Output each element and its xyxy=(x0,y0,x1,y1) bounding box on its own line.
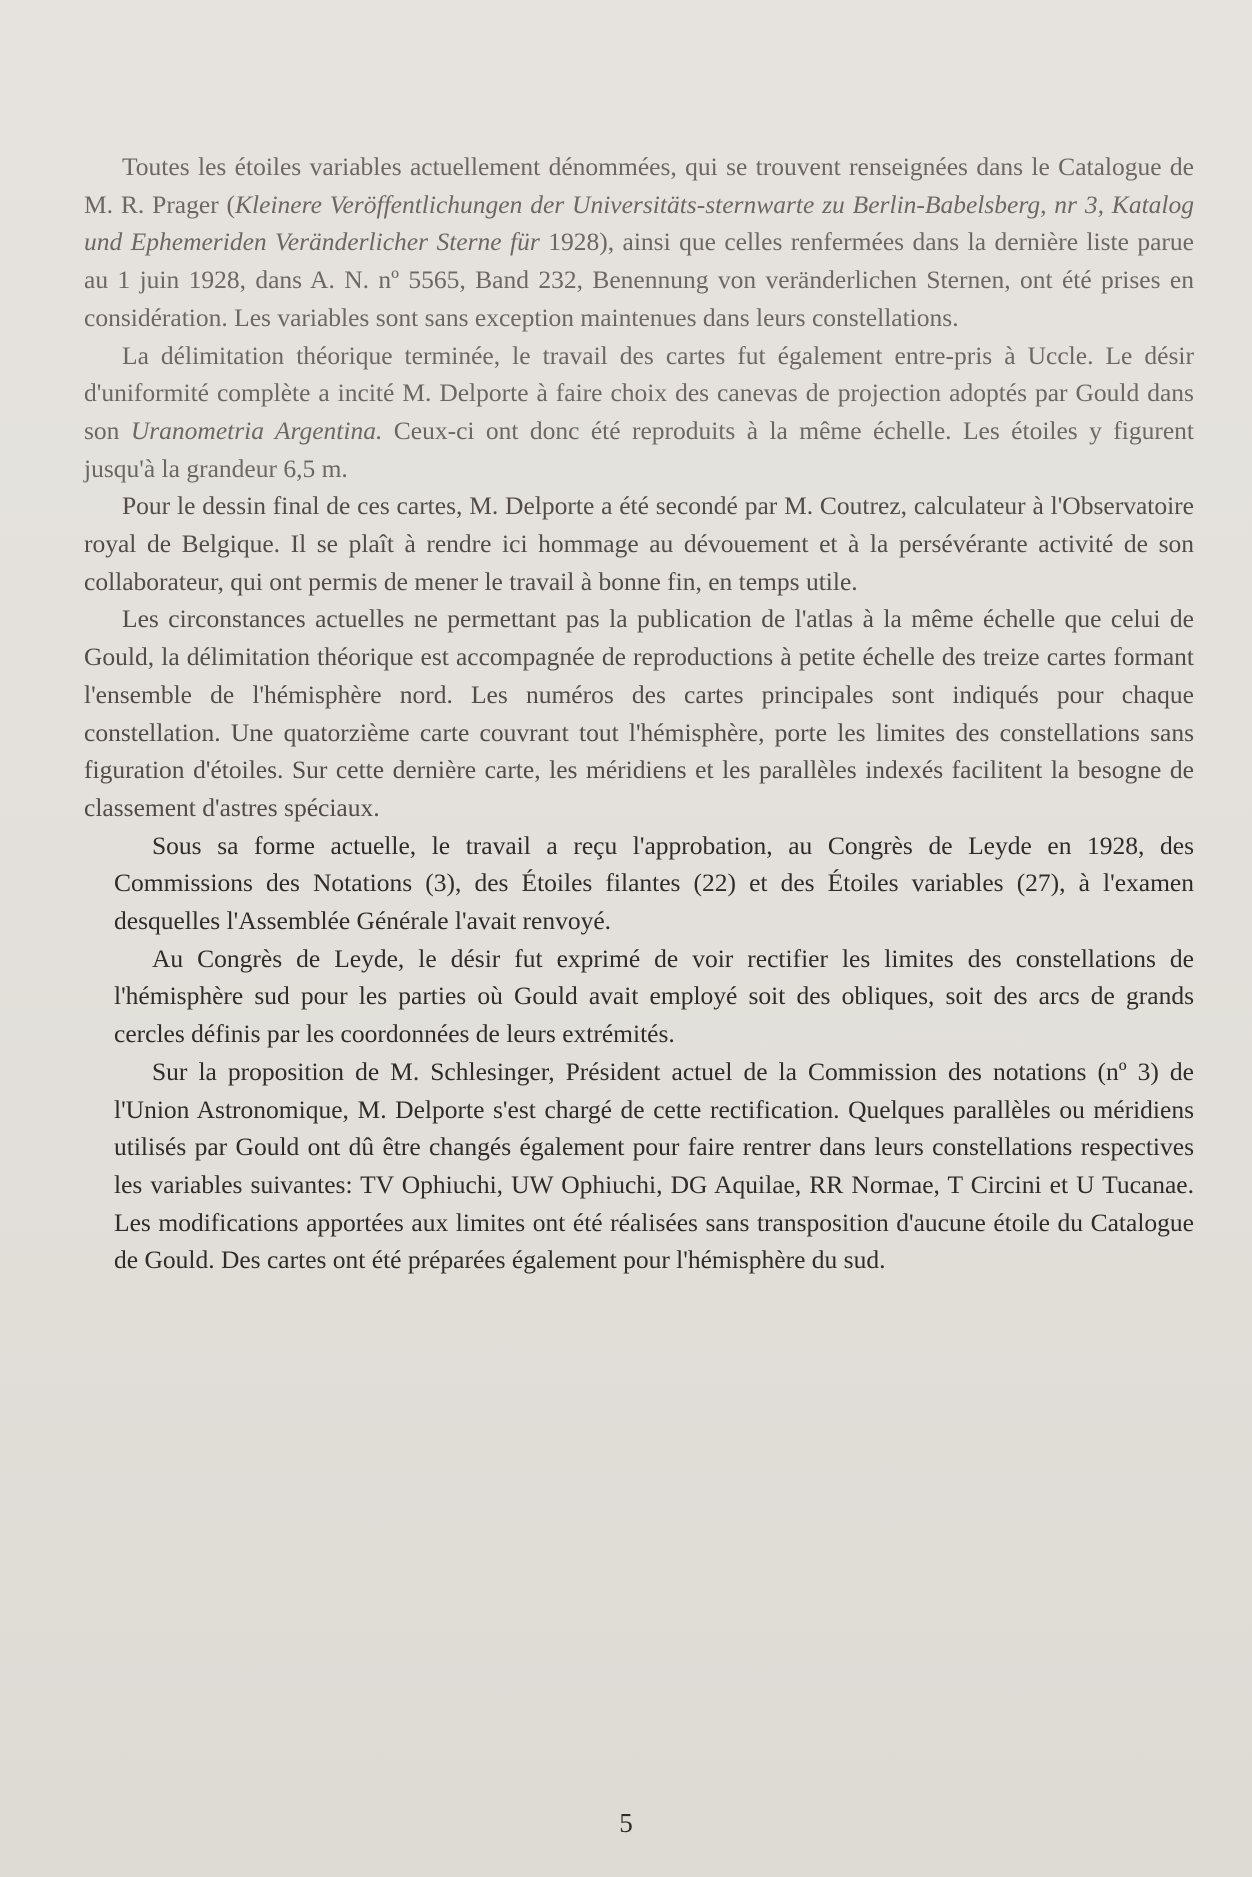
paragraph-rectification: Sur la proposition de M. Schlesinger, Président actuel de la Commission des notations (nº 3) de l'Union Astronomique, M. Delporte s'est chargé de cette rectification. Quelques parallèles ou méridiens utilisés par Gould ont dû être changés également pour faire rentrer dans leurs constellations respectives les variables suivantes: TV Ophiuchi, UW Ophiuchi, DG Aquilae, RR Normae, T Circini et U Tucanae. Les modifications apportées aux limites ont été réalisées sans transposition d'aucune étoile du Catalogue de Gould. Des cartes ont été préparées également pour l'hémisphère du sud. xyxy=(114,1056,1194,1275)
paragraph-text: 1928), ainsi que celles renfermées dans la dernière liste parue au 1 juin 1928, dans A. N. nº 5565, Band 232, Benennung von veränderlichen Sternen, ont été prises en considération. Les variables sont sans exception maintenues dans leurs constellations. xyxy=(84,227,1194,332)
paragraph-text: Ceux-ci ont donc été reproduits à la même échelle. Les étoiles y figurent jusqu'à la grandeur 6,5 m. xyxy=(84,415,1194,483)
publication-title: Kleinere Veröffentlichungen der Universitäts-sternwarte zu Berlin-Babelsberg, nr 3, Katalog und Ephemeriden Veränderlicher Sterne für xyxy=(84,189,1194,257)
paragraph-text: La délimitation théorique terminée, le travail des cartes fut également entre-pris à Uccle. Le désir d'uniformité complète a incité M. Delporte à faire choix des canevas de projection adoptés par Gould dans son xyxy=(84,340,1194,445)
paragraph-catalogue-sources xyxy=(84,148,1194,337)
paragraph-map-work xyxy=(84,337,1194,488)
paragraph-reproductions: Les circonstances actuelles ne permettant pas la publication de l'atlas à la même échelle que celui de Gould, la délimitation théorique est accompagnée de reproductions à petite échelle des treize cartes formant l'ensemble de l'hémisphère nord. Les numéros des cartes principales sont indiqués pour chaque constellation. Une quatorzième carte couvrant tout l'hémisphère, porte les limites des constellations sans figuration d'étoiles. Sur cette dernière carte, les méridiens et les parallèles indexés facilitent la besogne de classement d'astres spéciaux. xyxy=(84,604,1194,822)
paragraph-leyde-congress: Au Congrès de Leyde, le désir fut exprimé de voir rectifier les limites des constellations de l'hémisphère sud pour les parties où Gould avait employé soit des obliques, soit des arcs de grands cercles définis par les coordonnées de leurs extrémités. xyxy=(114,943,1194,1049)
paragraph-text: Toutes les étoiles variables actuellement dénommées, qui se trouvent renseignées dans le Catalogue de M. R. Prager ( xyxy=(84,152,1194,219)
body-text xyxy=(84,148,1194,1279)
paragraph-approval: Sous sa forme actuelle, le travail a reçu l'approbation, au Congrès de Leyde en 1928, des Commissions des Notations (3), des Étoiles filantes (22) et des Étoiles variables (27), à l'examen desquelles l'Assemblée Générale l'avait renvoyé. xyxy=(114,830,1194,936)
page-number: 5 xyxy=(619,1808,633,1838)
publication-title: Uranometria Argentina. xyxy=(130,415,383,445)
paragraph-acknowledgement: Pour le dessin final de ces cartes, M. Delporte a été secondé par M. Coutrez, calculateur à l'Observatoire royal de Belgique. Il se plaît à rendre ici hommage au dévouement et à la persévérante activité de son collaborateur, qui ont permis de mener le travail à bonne fin, en temps utile. xyxy=(84,491,1194,596)
